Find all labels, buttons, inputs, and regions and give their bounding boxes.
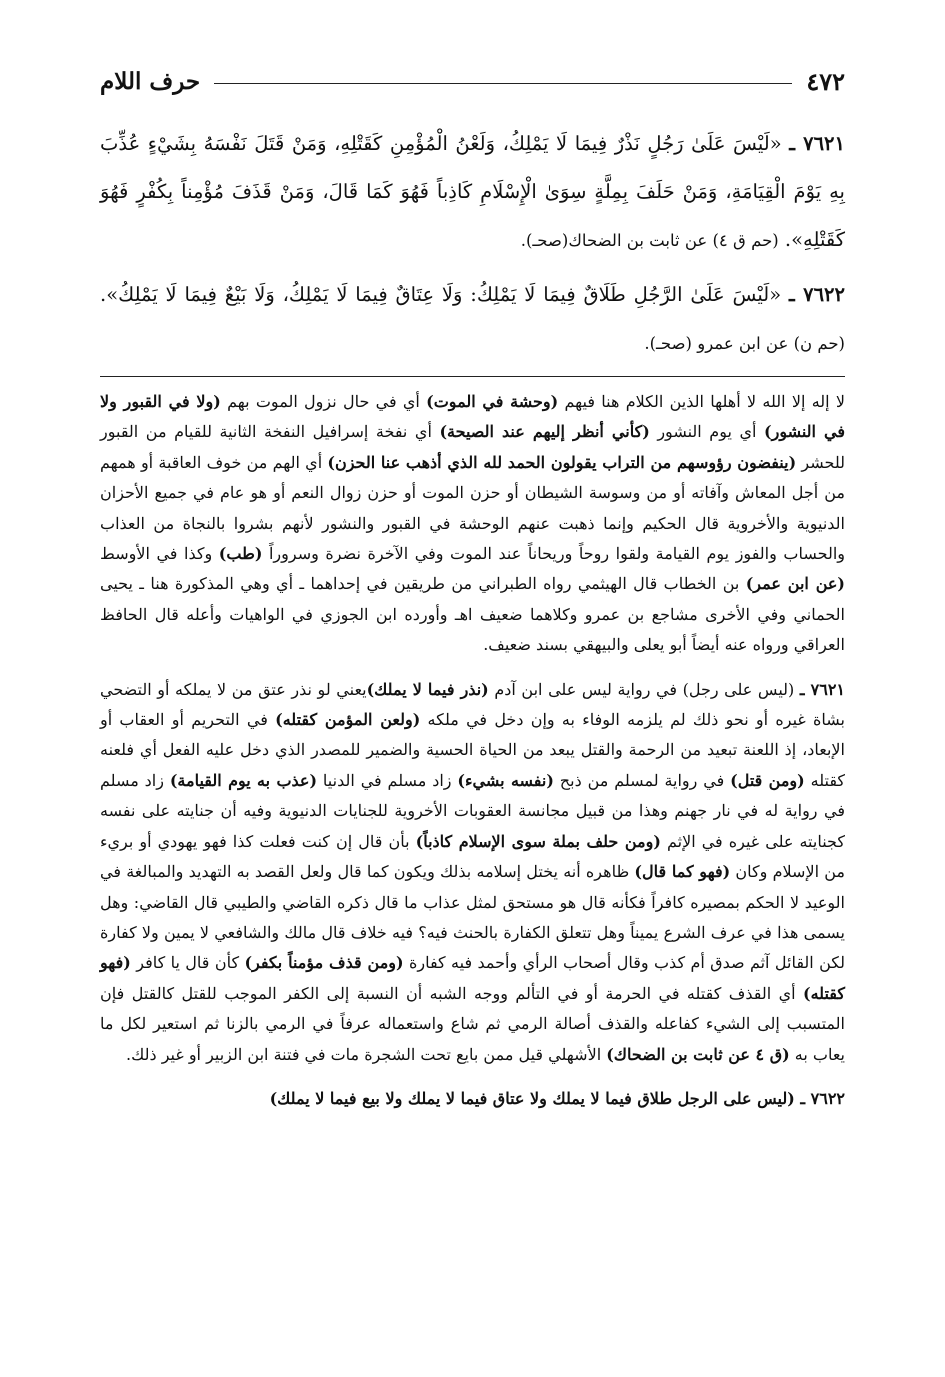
page-number: ٤٧٢ bbox=[806, 66, 845, 96]
commentary-text: ظاهره أنه يختل إسلامه بذلك ويكون كما قال ولعل القصد به التهديد والمبالغة في الوعيد لا الحكم بمصيره كافراً فكأنه قال هو مستحق لمثل عذاب ما قال ذكره القاضي والطيبي قال القاضي: وهل يسمى هذا في عرف الشرع يميناً وهل تتعلق الكفارة بالحنث فيه؟ فيه خلاف قال مالك والشافعي لا يمين ولا كفارة لكن القائل آثم صدق أم كذب وقال أصحاب الرأي وأحمد فيه كفارة bbox=[100, 862, 845, 973]
commentary-paragraph bbox=[100, 675, 845, 1070]
commentary-quote: (كأني أنظر إليهم عند الصيحة) bbox=[439, 422, 650, 442]
hadith-reference: (حم ق ٤) عن ثابت بن الضحاك(صحـ). bbox=[520, 231, 779, 250]
commentary-text: زاد مسلم في رواية له في نار جهنم وهذا من قبيل مجانسة العقوبات الأخروية للجنايات الدنيوية وفيه أن جنايته على نفسه كجنايته على غيره في الإثم bbox=[100, 770, 845, 851]
commentary-text: لا إله إلا الله لا أهلها الذين الكلام هنا فيهم bbox=[558, 392, 846, 411]
commentary-paragraph bbox=[100, 1084, 845, 1114]
chapter-title: حرف اللام bbox=[100, 67, 201, 95]
commentary-text: أي يوم النشور bbox=[649, 422, 765, 442]
commentary-text: كأن قال يا كافر bbox=[130, 953, 245, 973]
commentary-quote: (عن ابن عمر) bbox=[745, 574, 845, 594]
commentary-text: في التحريم أو العقاب أو الإبعاد، إذ اللعنة تبعيد من الرحمة والقتل يبعد من الحياة الحسية والضمير للمصدر الذي دخل عليه الفعل أي فلعنه كقتله bbox=[100, 710, 846, 790]
commentary-quote: (فهو كما قال) bbox=[634, 862, 731, 882]
commentary-text: يعني لو نذر عتق من لا يملكه أو التضحي بشاة غيره أو نحو ذلك لم يلزمه الوفاء به وإن دخل في ملكه bbox=[100, 679, 846, 730]
commentary-text: (ليس على رجل) في رواية ليس على ابن آدم bbox=[488, 679, 800, 699]
hadith-7622 bbox=[100, 271, 845, 368]
hadith-number: ٧٦٢٢ ـ bbox=[788, 283, 845, 306]
commentary-text: بأن قال إن كنت فعلت كذا فهو يهودي أو بريء من الإسلام وكان bbox=[100, 831, 846, 882]
commentary-quote: (نذر فيما لا يملك) bbox=[366, 679, 489, 699]
commentary-text: الأشهلي قيل ممن بايع تحت الشجرة مات في فتنة ابن الزبير أو غير ذلك. bbox=[126, 1044, 607, 1064]
commentary-quote: (ومن قتل) bbox=[730, 770, 805, 790]
header-rule bbox=[214, 83, 792, 84]
commentary-quote: (ولا في القبور ولا في النشور) bbox=[100, 392, 846, 442]
commentary-text: أي في حال نزول الموت بهم bbox=[220, 392, 427, 411]
commentary-text: أي الهم من خوف العاقبة أو همهم من أجل المعاش وآفاته أو من وسوسة الشيطان أو حزن الموت أو حزن زوال النعم أو هو عام في جميع الأحزان الدنيوية والأخروية قال الحكيم وإنما ذهبت عنهم الوحشة في القبور والنشور لأنهم بشروا بالنجاة من العذاب والحساب والفوز يوم القيامة ولقوا روحاً وريحاناً عند الموت وفي الآخرة نضرة وسروراً bbox=[100, 452, 845, 564]
commentary-quote: (ليس على الرجل طلاق فيما لا يملك ولا عتاق فيما لا يملك ولا بيع فيما لا يملك) bbox=[269, 1088, 801, 1108]
commentary-text: بن الخطاب قال الهيثمي رواه الطبراني من طريقين في إحداهما ـ أي وهي المذكورة هنا ـ يحيى الحماني وفي الأخرى مشاجع بن عمرو وكلاهما ضعيف اهـ وأورده ابن الجوزي في الواهيات وأعله قال الحافظ العراقي ورواه عنه أيضاً أبو يعلى والبيهقي بسند ضعيف. bbox=[100, 574, 845, 655]
commentary-quote: (ومن حلف بملة سوى الإسلام كاذباً) bbox=[415, 831, 661, 851]
commentary-quote: (عذب به يوم القيامة) bbox=[169, 770, 318, 790]
commentary-paragraph bbox=[100, 387, 845, 661]
hadith-text-section bbox=[100, 120, 845, 368]
commentary-quote: (ومن قذف مؤمناً بكفر) bbox=[244, 953, 404, 973]
commentary-section bbox=[100, 387, 845, 1114]
commentary-text: أي القذف كقتله في الحرمة أو في التألم ووجه الشبه أن النسبة إلى الكفر الموجب للقتل كالقتل فإن المتسبب إلى الشيء كفاعله والقذف أصالة الرمي ثم شاع واستعماله عرفاً في الرمي بالزنا ثم استعير لكل ما يعاب به bbox=[100, 983, 846, 1064]
commentary-quote: (وحشة في الموت) bbox=[426, 392, 559, 411]
hadith-7621 bbox=[100, 120, 845, 265]
book-page bbox=[100, 62, 845, 1128]
commentary-quote: (ينفضون رؤوسهم من التراب يقولون الحمد لله الذي أذهب عنا الحزن) bbox=[327, 452, 797, 472]
commentary-quote: (ق ٤ عن ثابت بن الضحاك) bbox=[606, 1044, 790, 1064]
page-header bbox=[100, 62, 845, 100]
hadith-body: «لَيْسَ عَلَىٰ رَجُلٍ نَذْرٌ فِيمَا لَا يَمْلِكُ، وَلَعْنُ الْمُؤْمِنِ كَقَتْلِهِ، وَمَنْ قَتَلَ نَفْسَهُ بِشَيْءٍ عُذِّبَ بِهِ يَوْمَ الْقِيَامَةِ، وَمَنْ حَلَفَ بِمِلَّةٍ سِوَىٰ الْإِسْلَامِ كَاذِباً فَهُوَ كَمَا قَالَ، وَمَنْ قَذَفَ مُؤْمِناً بِكُفْرٍ فَهُوَ كَقَتْلِهِ». bbox=[100, 132, 845, 251]
commentary-quote: (ولعن المؤمن كقتله) bbox=[275, 710, 421, 730]
hadith-reference: (حم ن) عن ابن عمرو (صحـ). bbox=[644, 334, 845, 353]
commentary-quote: (فهو كقتله) bbox=[100, 953, 845, 1003]
commentary-number: ٧٦٢١ ـ bbox=[799, 679, 845, 699]
hadith-body: «لَيْسَ عَلَىٰ الرَّجُلِ طَلَاقٌ فِيمَا لَا يَمْلِكُ: وَلَا عِتَاقٌ فِيمَا لَا يَمْلِكُ، وَلَا بَيْعٌ فِيمَا لَا يَمْلِكُ». bbox=[100, 283, 782, 306]
hadith-number: ٧٦٢١ ـ bbox=[789, 132, 845, 155]
commentary-text: زاد مسلم في الدنيا bbox=[317, 770, 458, 790]
section-divider bbox=[100, 376, 845, 377]
commentary-number: ٧٦٢٢ ـ bbox=[800, 1088, 845, 1108]
commentary-text: وكذا في الأوسط bbox=[100, 544, 219, 564]
commentary-text: في رواية لمسلم من ذبح bbox=[553, 770, 731, 790]
commentary-quote: (طب) bbox=[218, 544, 263, 564]
commentary-quote: (نفسه بشيء) bbox=[457, 770, 554, 790]
commentary-text: أي نفخة إسرافيل النفخة الثانية للقيام من القبور للحشر bbox=[100, 422, 846, 472]
